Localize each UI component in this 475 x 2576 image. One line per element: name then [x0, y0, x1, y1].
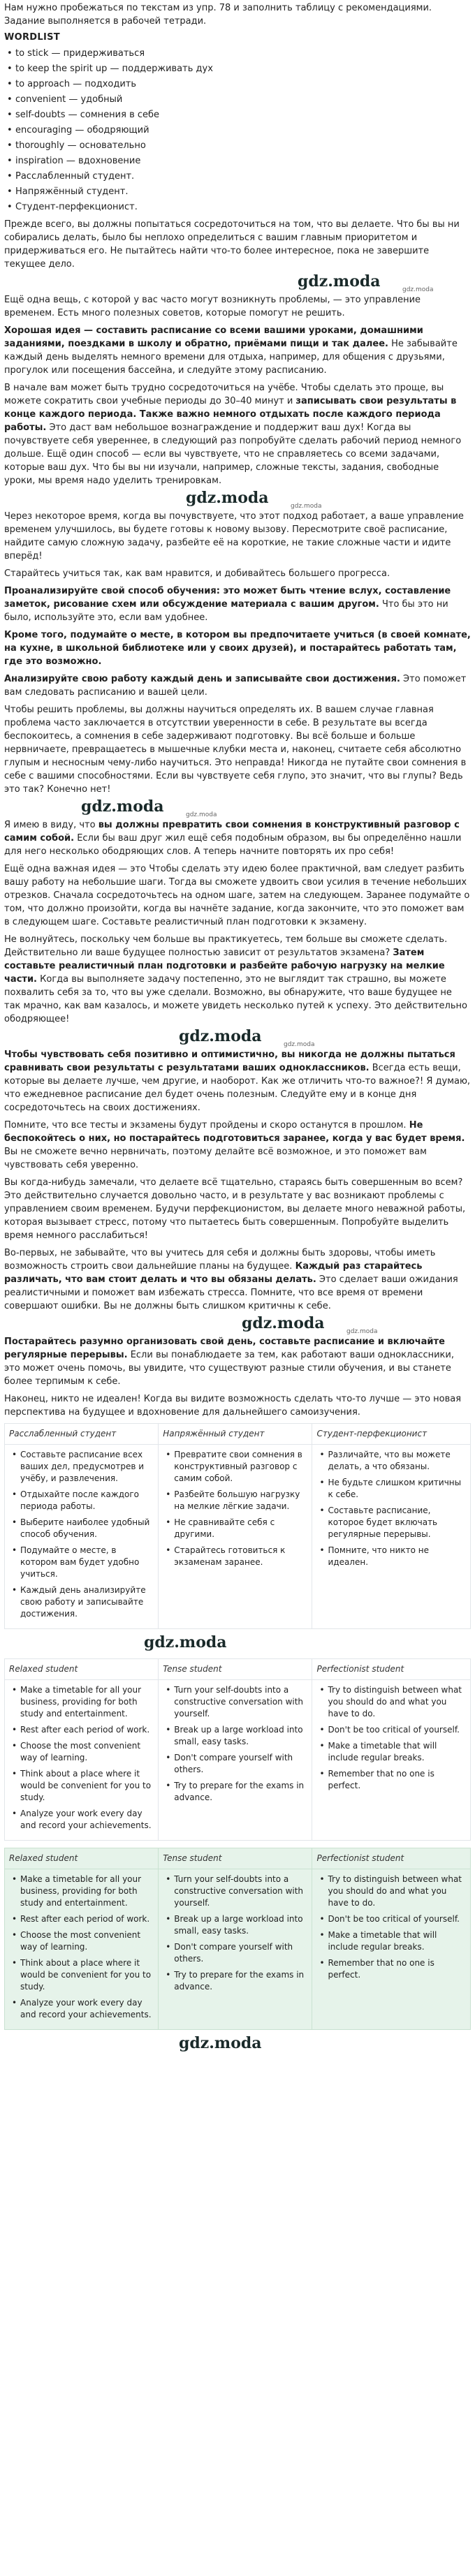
paragraph-text: Через некоторое время, когда вы почувствуете, что этот подход работает, а ваше управление временем улучшилось, вы будете готовы к новому вызову. Пересмотрите своё расписание, найдите самую сложную задачу, разбейте её на короткие, не такие сложные части и идите вперёд!	[4, 511, 464, 561]
watermark-row	[4, 1314, 471, 1335]
paragraph-text: Когда вы выполняете задачу постепенно, это не выглядит так страшно, вы можете похвалить себя за то, что вы уже сделали. Возможно, вы обнаружите, что ваше будущее не так мрачно, как вам казалось, и можете увидеть несколько путей к успеху. Это действительно ободряющее!	[4, 974, 467, 1024]
paragraph-text: Вы когда-нибудь замечали, что делаете всё тщательно, стараясь быть совершенным во всем? Это действительно случается довольно часто, и в результате у вас возникают проблемы с управлением своим временем. Будучи перфекционистом, вы делаете много неважной работы, которая вызывает стресс, потому что пытаетесь быть совершенным. Попробуйте выделить время немного расслабиться!	[4, 1177, 466, 1241]
watermark-small: gdz.moda	[402, 286, 434, 293]
table-header: Relaxed student	[5, 1659, 159, 1680]
recommendation-item: • Try to distinguish between what you should do and what you have to do.	[316, 1874, 466, 1909]
recommendations-table	[4, 1423, 471, 1629]
paragraph	[4, 567, 471, 580]
paragraph-bold-text: вы должны превратить свои сомнения в конструктивный разговор с самим собой.	[4, 820, 460, 844]
wordlist-title: WORDLIST	[4, 32, 60, 43]
recommendation-item: • Break up a large workload into small, easy tasks.	[163, 1913, 307, 1937]
table-cell	[312, 1680, 471, 1841]
recommendation-item: • Составьте расписание всех ваших дел, предусмотрев и учёбу, и развлечения.	[9, 1449, 154, 1485]
watermark-small: gdz.moda	[186, 811, 217, 818]
table-header: Perfectionist student	[312, 1848, 471, 1869]
watermark: gdz.moda	[298, 272, 381, 290]
recommendation-item: • Старайтесь готовиться к экзаменам заранее.	[163, 1545, 307, 1568]
recommendation-list	[316, 1449, 466, 1568]
table-cell	[5, 1680, 159, 1841]
paragraph	[4, 381, 471, 487]
wordlist-item: • Расслабленный студент.	[4, 170, 471, 183]
paragraph-text: Если вы понаблюдаете за тем, как работают ваши одноклассники, это может очень помочь, вы увидите, что существуют разные стили обучения, и вы станете более терпимым к себе.	[4, 1350, 454, 1387]
paragraph-text: Не волнуйтесь, поскольку чем больше вы практикуетесь, тем больше вы сможете сделать. Действительно ли ваше будущее полностью зависит от результатов экзамена?	[4, 934, 448, 958]
paragraph	[4, 1335, 471, 1388]
recommendation-item: • Разбейте большую нагрузку на мелкие лёгкие задачи.	[163, 1489, 307, 1513]
watermark-small: gdz.moda	[346, 1328, 378, 1335]
recommendation-tables	[4, 1423, 471, 2055]
paragraph-text: Это даст вам небольшое вознаграждение и поддержит ваш дух! Когда вы почувствуете себя увереннее, в следующий раз попробуйте сделать рабочий период немного дольше. Ещё один способ — если вы чувствуете, что не справляетесь со всеми задачами, которые ваш дух. Что бы вы ни изучали, например, сложные тексты, задания, свободные уроки, мы время надо уделить тренировкам.	[4, 422, 462, 486]
wordlist-item: • inspiration — вдохновение	[4, 154, 471, 168]
recommendation-item: • Try to prepare for the exams in advance.	[163, 1780, 307, 1804]
recommendation-item: • Analyze your work every day and record your achievements.	[9, 1997, 154, 2021]
paragraph-bold-text: Каждый раз старайтесь различать, что вам стоит делать и что вы обязаны делать.	[4, 1261, 423, 1285]
recommendation-item: • Подумайте о месте, в котором вам будет удобно учиться.	[9, 1545, 154, 1580]
wordlist-item: • Напряжённый студент.	[4, 185, 471, 198]
wordlist-item: • Студент-перфекционист.	[4, 200, 471, 214]
paragraph-text: Всегда есть вещи, которые вы делаете лучше, чем другие, и наоборот. Как же отличить что-то важное?! Я думаю, что ежедневное расписание дел будет очень полезным. Следуйте ему и в конце дня сосредоточьтесь на своих достижениях.	[4, 1063, 471, 1113]
paragraph-text: Что бы это ни было, используйте это, если вам удобнее.	[4, 599, 448, 623]
recommendation-item: • Make a timetable that will include regular breaks.	[316, 1929, 466, 1953]
table-cell	[5, 1445, 159, 1629]
wordlist-item: • to stick — придерживаться	[4, 47, 471, 60]
paragraph	[4, 510, 471, 563]
table-cell	[312, 1869, 471, 2030]
recommendation-item: • Make a timetable for all your business, providing for both study and entertainment.	[9, 1874, 154, 1909]
watermark: gdz.moda	[179, 2034, 262, 2052]
watermark-row	[4, 797, 471, 818]
recommendation-item: • Don't be too critical of yourself.	[316, 1724, 466, 1736]
recommendation-item: • Analyze your work every day and record your achievements.	[9, 1808, 154, 1832]
recommendation-item: • Turn your self-doubts into a constructive conversation with yourself.	[163, 1874, 307, 1909]
recommendation-item: • Remember that no one is perfect.	[316, 1957, 466, 1981]
watermark: gdz.moda	[186, 489, 269, 507]
paragraph	[4, 672, 471, 699]
watermark-row	[4, 1027, 471, 1048]
recommendation-item: • Не сравнивайте себя с другими.	[163, 1517, 307, 1540]
watermark: gdz.moda	[81, 797, 164, 816]
recommendation-list	[9, 1449, 154, 1620]
watermark: gdz.moda	[144, 1633, 227, 1651]
table-header: Расслабленный студент	[5, 1424, 159, 1445]
recommendation-item: • Различайте, что вы можете делать, а что обязаны.	[316, 1449, 466, 1473]
paragraph	[4, 818, 471, 858]
recommendation-item: • Отдыхайте после каждого периода работы.	[9, 1489, 154, 1513]
watermark-row	[4, 2034, 471, 2055]
recommendation-item: • Rest after each period of work.	[9, 1913, 154, 1925]
table-cell	[159, 1869, 312, 2030]
paragraph-text: Чтобы решить проблемы, вы должны научиться определять их. В вашем случае главная проблема часто заключается в отсутствии уверенности в себе. В результате вы всегда беспокоитесь, а сомнения в себе задерживают подготовку. Вы всё больше и больше нервничаете, превращаетесь в мышечные клубки места и, наконец, считаете себя абсолютно глупым и несносным чему-либо научиться. Это неправда! Никогда не путайте свои сомнения в себе с вашими способностями. Если вы чувствуете себя глупо, это значит, что вы глупы? Ведь это так? Конечно нет!	[4, 705, 467, 795]
recommendation-list	[9, 1684, 154, 1832]
paragraph-bold-text: Хорошая идея — составить расписание со всеми вашими уроками, домашними заданиями, поездками в школу и обратно, приёмами пищи и так далее.	[4, 325, 423, 349]
watermark: gdz.moda	[242, 1314, 325, 1332]
table-header: Студент-перфекционист	[312, 1424, 471, 1445]
recommendation-item: • Не будьте слишком критичны к себе.	[316, 1477, 466, 1501]
paragraph-text: Во-первых, не забывайте, что вы учитесь для себя и должны быть здоровы, чтобы иметь возможность строить свои дальнейшие планы на будущее.	[4, 1248, 436, 1272]
watermark-row	[4, 1633, 471, 1654]
recommendation-item: • Выберите наиболее удобный способ обучения.	[9, 1517, 154, 1540]
paragraph-text: Это поможет вам следовать расписанию и вашей цели.	[4, 674, 467, 698]
recommendation-item: • Remember that no one is perfect.	[316, 1768, 466, 1792]
recommendation-item: • Think about a place where it would be convenient for you to study.	[9, 1768, 154, 1804]
paragraph-bold-text: Затем составьте реалистичный план подготовки и разбейте рабочую нагрузку на мелкие части.	[4, 948, 445, 985]
paragraph	[4, 933, 471, 1026]
recommendation-item: • Try to distinguish between what you should do and what you have to do.	[316, 1684, 466, 1720]
watermark-small: gdz.moda	[291, 503, 322, 510]
paragraph	[4, 1176, 471, 1242]
task-intro: Нам нужно пробежаться по текстам из упр. 78 и заполнить таблицу с рекомендациями. Задание выполняется в рабочей тетради.	[4, 3, 432, 27]
paragraph-bold-text: Не беспокойтесь о них, но постарайтесь подготовиться заранее, когда у вас будет время.	[4, 1120, 465, 1144]
recommendation-item: • Rest after each period of work.	[9, 1724, 154, 1736]
recommendation-item: • Make a timetable for all your business, providing for both study and entertainment.	[9, 1684, 154, 1720]
paragraph-bold-text: Кроме того, подумайте о месте, в котором вы предпочитаете учиться (в своей комнате, на кухне, в школьной библиотеке или у своих друзей), и постарайтесь работать там, где это возможно.	[4, 630, 471, 667]
paragraph-text: Наконец, никто не идеален! Когда вы видите возможность сделать что-то лучше — это новая перспектива на будущее и вдохновение для дальнейшего самоизучения.	[4, 1394, 462, 1418]
recommendation-item: • Turn your self-doubts into a constructive conversation with yourself.	[163, 1684, 307, 1720]
text-body	[4, 218, 471, 1419]
table-header: Tense student	[159, 1848, 312, 1869]
paragraph	[4, 703, 471, 796]
watermark-row	[4, 272, 471, 293]
paragraph	[4, 293, 471, 320]
wordlist	[4, 47, 471, 214]
recommendation-item: • Choose the most convenient way of learning.	[9, 1929, 154, 1953]
paragraph-text: В начале вам может быть трудно сосредоточиться на учёбе. Чтобы сделать это проще, вы можете сократить свои учебные периоды до 30–40 минут и	[4, 383, 444, 406]
paragraph-bold-text: Анализируйте свою работу каждый день и записывайте свои достижения.	[4, 674, 400, 684]
recommendation-item: • Make a timetable that will include regular breaks.	[316, 1740, 466, 1764]
paragraph-text: Вы не сможете вечно нервничать, поэтому делайте всё возможное, и это поможет вам чувствовать себя уверенно.	[4, 1147, 427, 1170]
wordlist-item: • to keep the spirit up — поддерживать дух	[4, 62, 471, 75]
paragraph-bold-text: записывать свои результаты в конце каждого периода. Также важно немного отдыхать после каждого периода работы.	[4, 396, 457, 433]
recommendations-table	[4, 1658, 471, 1841]
document-page	[0, 1, 475, 2061]
paragraph-text: Я имею в виду, что	[4, 820, 98, 830]
recommendation-item: • Try to prepare for the exams in advance.	[163, 1969, 307, 1993]
paragraph	[4, 862, 471, 929]
paragraph-text: Чтобы сделать эту идею более практичной, вам следует разбить вашу работу на небольшие шаги. Тогда вы сможете удвоить свои усилия в течение небольших отрезков. Сначала сосредоточьтесь на одном шаге, затем на следующем. Заранее подумайте о том, что должно произойти, когда вы начнёте задание, когда закончите, что это поможет вам в следующем шаге. Составьте реалистичный план подготовки к экзамену.	[4, 864, 470, 927]
recommendation-item: • Choose the most convenient way of learning.	[9, 1740, 154, 1764]
paragraph-bold-text: Постарайтесь разумно организовать свой день, составьте расписание и включайте регулярные перерывы.	[4, 1337, 445, 1360]
watermark: gdz.moda	[179, 1027, 262, 1045]
paragraph	[4, 1246, 471, 1313]
paragraph-text: Если бы ваш друг жил ещё себя подобным образом, вы бы определённо нашли для него несколько ободряющих слов. А теперь начните повторять их про себя!	[4, 833, 462, 857]
paragraph-text: Это сделает ваши ожидания реалистичными и поможет вам избежать стресса. Помните, что все время от времени совершают ошибки. Вы не должны быть слишком критичны к себе.	[4, 1274, 458, 1311]
recommendation-item: • Think about a place where it would be convenient for you to study.	[9, 1957, 154, 1993]
paragraph	[4, 584, 471, 624]
recommendation-item: • Каждый день анализируйте свою работу и записывайте достижения.	[9, 1584, 154, 1620]
table-cell	[159, 1680, 312, 1841]
paragraph-text: Ещё одна важная идея — это	[4, 864, 149, 874]
paragraph-bold-text: Проанализируйте свой способ обучения: это может быть чтение вслух, составление заметок, рисование схем или обсуждение материала с вашим другом.	[4, 586, 451, 610]
table-header: Perfectionist student	[312, 1659, 471, 1680]
recommendation-item: • Don't compare yourself with others.	[163, 1752, 307, 1776]
watermark-row	[4, 489, 471, 510]
recommendation-list	[163, 1874, 307, 1993]
recommendation-item: • Помните, что никто не идеален.	[316, 1545, 466, 1568]
table-header: Напряжённый студент	[159, 1424, 312, 1445]
recommendations-table	[4, 1848, 471, 2030]
recommendation-list	[316, 1874, 466, 1981]
wordlist-item: • encouraging — ободряющий	[4, 124, 471, 137]
recommendation-item: • Don't be too critical of yourself.	[316, 1913, 466, 1925]
watermark-small: gdz.moda	[284, 1041, 315, 1048]
table-header: Relaxed student	[5, 1848, 159, 1869]
paragraph	[4, 1392, 471, 1419]
paragraph-bold-text: Чтобы чувствовать себя позитивно и оптимистично, вы никогда не должны пытаться сравнивать свои результаты с результатами ваших одноклассников.	[4, 1050, 455, 1073]
recommendation-list	[163, 1684, 307, 1804]
table-cell	[312, 1445, 471, 1629]
recommendation-item: • Составьте расписание, которое будет включать регулярные перерывы.	[316, 1505, 466, 1540]
paragraph-text: Помните, что все тесты и экзамены будут пройдены и скоро останутся в прошлом.	[4, 1120, 409, 1131]
paragraph	[4, 628, 471, 668]
paragraph	[4, 1048, 471, 1114]
paragraph	[4, 1119, 471, 1172]
wordlist-item: • to approach — подходить	[4, 78, 471, 91]
paragraph-text: Старайтесь учиться так, как вам нравится, и добивайтесь большего прогресса.	[4, 568, 390, 579]
wordlist-item: • self-doubts — сомнения в себе	[4, 108, 471, 122]
recommendation-item: • Break up a large workload into small, easy tasks.	[163, 1724, 307, 1748]
recommendation-list	[316, 1684, 466, 1792]
recommendation-list	[9, 1874, 154, 2021]
paragraph-text: Ещё одна вещь, с которой у вас часто могут возникнуть проблемы, — это управление временем. Есть много полезных советов, которые помогут не решить.	[4, 295, 421, 318]
paragraph-text: Прежде всего, вы должны попытаться сосредоточиться на том, что вы делаете. Что бы вы ни собирались делать, было бы неплохо определиться с вашим главным приоритетом и придерживаться его. Не пытайтесь найти что-то более интересное, пока не завершите текущее дело.	[4, 219, 460, 270]
recommendation-list	[163, 1449, 307, 1568]
table-cell	[159, 1445, 312, 1629]
table-header: Tense student	[159, 1659, 312, 1680]
paragraph	[4, 218, 471, 271]
recommendation-item: • Don't compare yourself with others.	[163, 1941, 307, 1965]
wordlist-item: • convenient — удобный	[4, 93, 471, 106]
table-cell	[5, 1869, 159, 2030]
paragraph	[4, 324, 471, 377]
recommendation-item: • Превратите свои сомнения в конструктивный разговор с самим собой.	[163, 1449, 307, 1485]
paragraph-text: Не забывайте каждый день выделять немного времени для отдыха, например, для общения с друзьями, прогулок или посещения бассейна, и следуйте этому расписанию.	[4, 339, 458, 376]
wordlist-item: • thoroughly — основательно	[4, 139, 471, 152]
